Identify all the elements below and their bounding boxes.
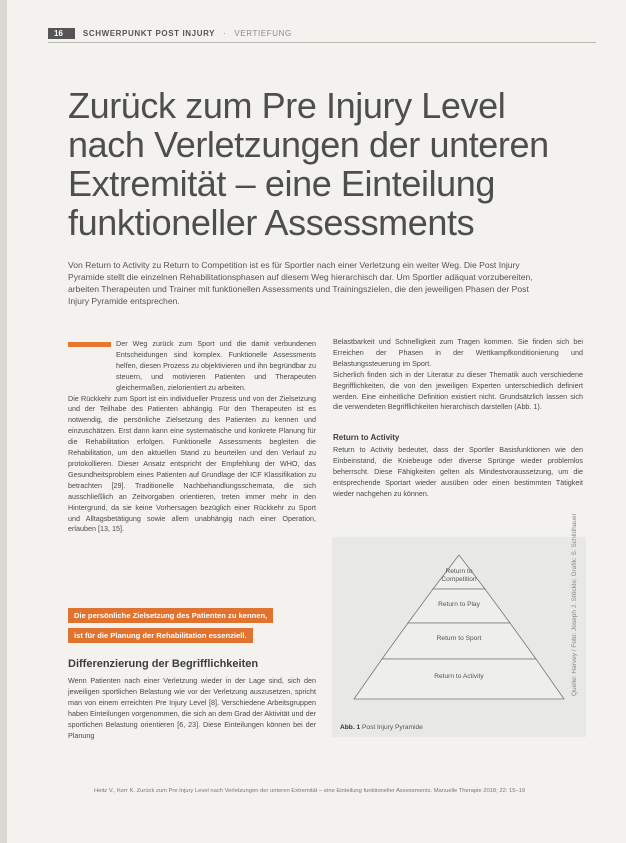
section-heading-differenzierung: Differenzierung der Begrifflichkeiten: [68, 658, 259, 670]
pyramid-label-sport: Return to Sport: [436, 635, 482, 642]
pull-quote-line-1: Die persönliche Zielsetzung des Patienten zu kennen,: [68, 608, 273, 623]
figure-credit: Quelle: Harvey / Foto: Joseph J. Stöckle; Grafik: S. Schildhauer: [571, 513, 578, 696]
body-paragraph-6: Return to Activity bedeutet, dass der Sportler Basisfunktionen wie den Einbeinstand, die Kniebeuge oder diverse Sprünge wieder problemlos beherrscht. Diese Fähigkeiten gelten als Mindestvoraussetzung, um die entsprechende Sportart wieder ausüben oder einen bestimmten Tätigkeit wieder nachgehen zu können.: [333, 445, 583, 498]
figure-caption: [340, 724, 423, 731]
pyramid-label-play: Return to Play: [438, 601, 480, 608]
section-heading-return-to-activity: Return to Activity: [333, 433, 400, 442]
citation-footer: Heitz V., Kerr K. Zurück zum Pre Injury Level nach Verletzungen der unteren Extremität – eine Einteilung funktioneller Assessments. Manuelle Therapie 2018; 22: 15–19: [94, 788, 526, 794]
pull-quote-line-2: ist für die Planung der Rehabilitation essenziell.: [68, 628, 253, 643]
body-paragraph-4: Belastbarkeit und Schnelligkeit zum Tragen kommen. Sie finden sich bei Erreichen der Phasen in der Wettkampfkonditionierung und Belastungssteuerung im Sport.: [333, 337, 583, 368]
body-paragraph-3: Wenn Patienten nach einer Verletzung wieder in der Lage sind, sich den jeweiligen sportlichen Belastung wie vor der Verletzung auszusetzen, spricht man von einem erreichten Pre Injury Level [8]. Verschiedene Arbeitsgruppen haben Einteilungen vorgenommen, die sich an dem Grad der Aktivität und der sportlichen Belastung orientieren [6, 23]. Diese Einteilungen können bei der Planung: [68, 676, 316, 740]
article-intro: Von Return to Activity zu Return to Competition ist es für Sportler nach einer Verletzung ein weiter Weg. Die Post Injury Pyramide stellt die einzelnen Rehabilitationsphasen auf diesem Weg hierarchisch dar. Um Sportler adäquat vorzubereiten, arbeiten Therapeuten und Trainer mit funktionellen Assessments und Trainingszielen, die den jeweiligen Phasen der Post Injury Pyramide entsprechen.: [68, 260, 533, 307]
pyramid-label-competition: Return to Competition: [441, 568, 477, 583]
left-column: [68, 339, 316, 535]
section-name: SCHWERPUNKT POST INJURY: [82, 28, 216, 38]
right-column: [333, 337, 583, 413]
body-paragraph-5: Sicherlich finden sich in der Literatur zu dieser Thematik auch verschiedene Begrifflichkeiten, die von den jeweiligen Experten unterschiedlich definiert werden. Eine einheitliche Definition existiert nicht. Grundsätzlich lassen sich die verwendeten Begrifflichkeiten hierarchisch darstellen (Abb. 1).: [333, 369, 583, 412]
subsection-name: VERTIEFUNG: [234, 28, 292, 38]
pyramid-label-activity: Return to Activity: [434, 673, 484, 680]
body-paragraph-2: Die Rückkehr zum Sport ist ein individueller Prozess und von der Zielsetzung und der Teilhabe des Patienten abhängig. Für den Therapeuten ist es notwendig, die persönliche Zielsetzung des Patienten zu kennen und einzuschätzen. Erst dann kann eine systematische und konkrete Planung für die Rehabilitation erfolgen. Funktionelle Assessments begleiten die Rehabilitation, um den aktuellen Stand zu beurteilen und den Verlauf zu protokollieren. Dieser Ansatz entspricht der Empfehlung der WHO, das Gesundheitsproblem eines Patienten auf Grundlage der ICF Klassifikation zu betrachten [29]. Traditionelle Nachbehandlungsschemata, die sich ausschließlich an Zeitvorgaben orientieren, treten immer mehr in den Hintergrund, da sie keine Vorhersagen bezüglich einer Rückkehr zu Sport und Alltagsbetätigung sowie allem unabhängig nach einer Operation, erlauben [13, 15].: [68, 393, 316, 534]
left-column-lower: [68, 676, 316, 741]
pull-quote: [68, 605, 320, 645]
figure-caption-label: Abb. 1: [340, 724, 361, 731]
header-rule: [48, 42, 596, 43]
right-column-lower: [333, 445, 583, 500]
body-paragraph-1: Der Weg zurück zum Sport und die damit verbundenen Entscheidungen sind komplex. Funktionelle Assessments helfen, diesen Prozess zu objektivieren und ihn begründbar zu steuern, und motivieren Patienten und Therapeuten gleichermaßen, zielorientiert zu arbeiten.: [116, 339, 316, 392]
page-number: 16: [48, 28, 75, 39]
running-header: [48, 27, 292, 39]
figure-caption-text: Post Injury Pyramide: [362, 724, 423, 731]
pyramid-figure: [332, 537, 586, 737]
article-title: Zurück zum Pre Injury Level nach Verletzungen der unteren Extremität – eine Einteilung funktioneller Assessments: [68, 85, 549, 243]
header-separator: ·: [223, 28, 227, 38]
page-edge: [0, 0, 7, 843]
